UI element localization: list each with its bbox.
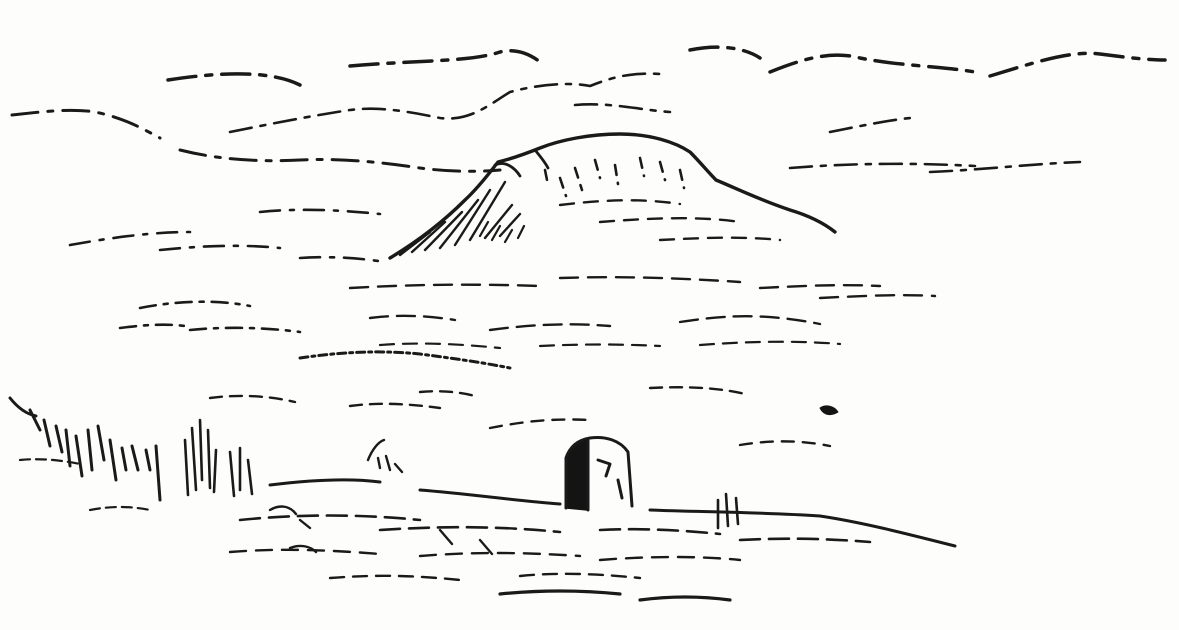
midground-terrain [70, 210, 935, 446]
foreground-ground [20, 459, 955, 600]
stone-marker [566, 438, 632, 510]
central-rocky-hill [390, 134, 835, 258]
distant-mountain-ridges [12, 47, 1165, 172]
